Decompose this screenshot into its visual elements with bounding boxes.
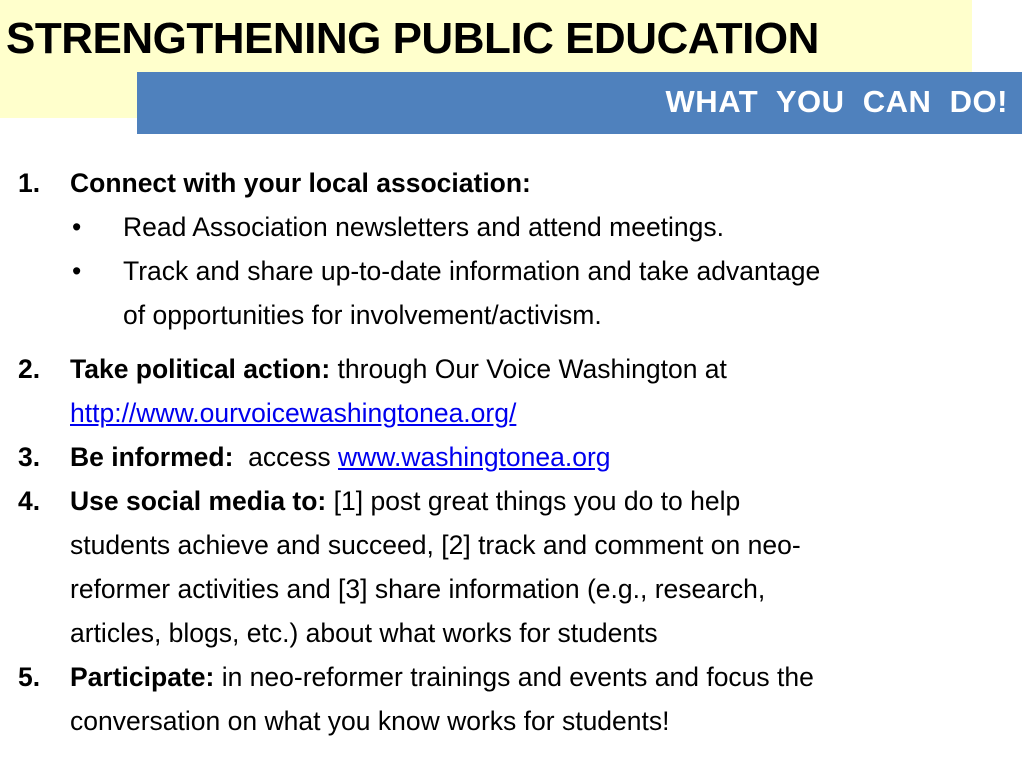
item-3-line (70, 435, 611, 479)
bullet-marker: • (72, 256, 82, 286)
item-5-text-1: in neo-reformer trainings and events and focus the (214, 662, 814, 692)
bullet-marker: • (72, 212, 82, 242)
item-1-bullet-2-line-1: Track and share up-to-date information and take advantage (123, 256, 821, 286)
item-3-number: 3. (18, 442, 41, 472)
item-5-number: 5. (18, 662, 41, 692)
item-2-heading: Take political action: (70, 354, 331, 384)
our-voice-washington-link[interactable]: http://www.ourvoicewashingtonea.org/ (70, 398, 517, 428)
item-4-line-1 (70, 479, 740, 523)
item-1-bullet-1: Read Association newsletters and attend meetings. (123, 212, 725, 242)
item-4-line-4: articles, blogs, etc.) about what works for students (70, 618, 658, 648)
item-1-bullet-2-line-2: of opportunities for involvement/activism. (123, 300, 602, 330)
item-1-number: 1. (18, 168, 41, 198)
item-1-heading: Connect with your local association: (70, 168, 531, 198)
washingtonea-link[interactable]: www.washingtonea.org (338, 442, 611, 472)
item-3-heading: Be informed: (70, 442, 234, 472)
item-5-line-1 (70, 655, 814, 699)
item-4-heading: Use social media to: (70, 486, 327, 516)
item-5-heading: Participate: (70, 662, 215, 692)
item-3-text: access (233, 442, 339, 472)
slide-title: STRENGTHENING PUBLIC EDUCATION (6, 14, 819, 63)
item-4-line-3: reformer activities and [3] share information (e.g., research, (70, 574, 766, 604)
item-2-line (70, 347, 727, 391)
item-4-text-1: [1] post great things you do to help (326, 486, 741, 516)
item-4-line-2: students achieve and succeed, [2] track and comment on neo- (70, 530, 801, 560)
slide-subtitle: WHAT YOU CAN DO! (665, 84, 1008, 119)
item-2-number: 2. (18, 354, 41, 384)
item-5-line-2: conversation on what you know works for students! (70, 706, 670, 736)
item-4-number: 4. (18, 486, 41, 516)
item-2-link-line (70, 391, 516, 435)
item-2-text: through Our Voice Washington at (330, 354, 727, 384)
